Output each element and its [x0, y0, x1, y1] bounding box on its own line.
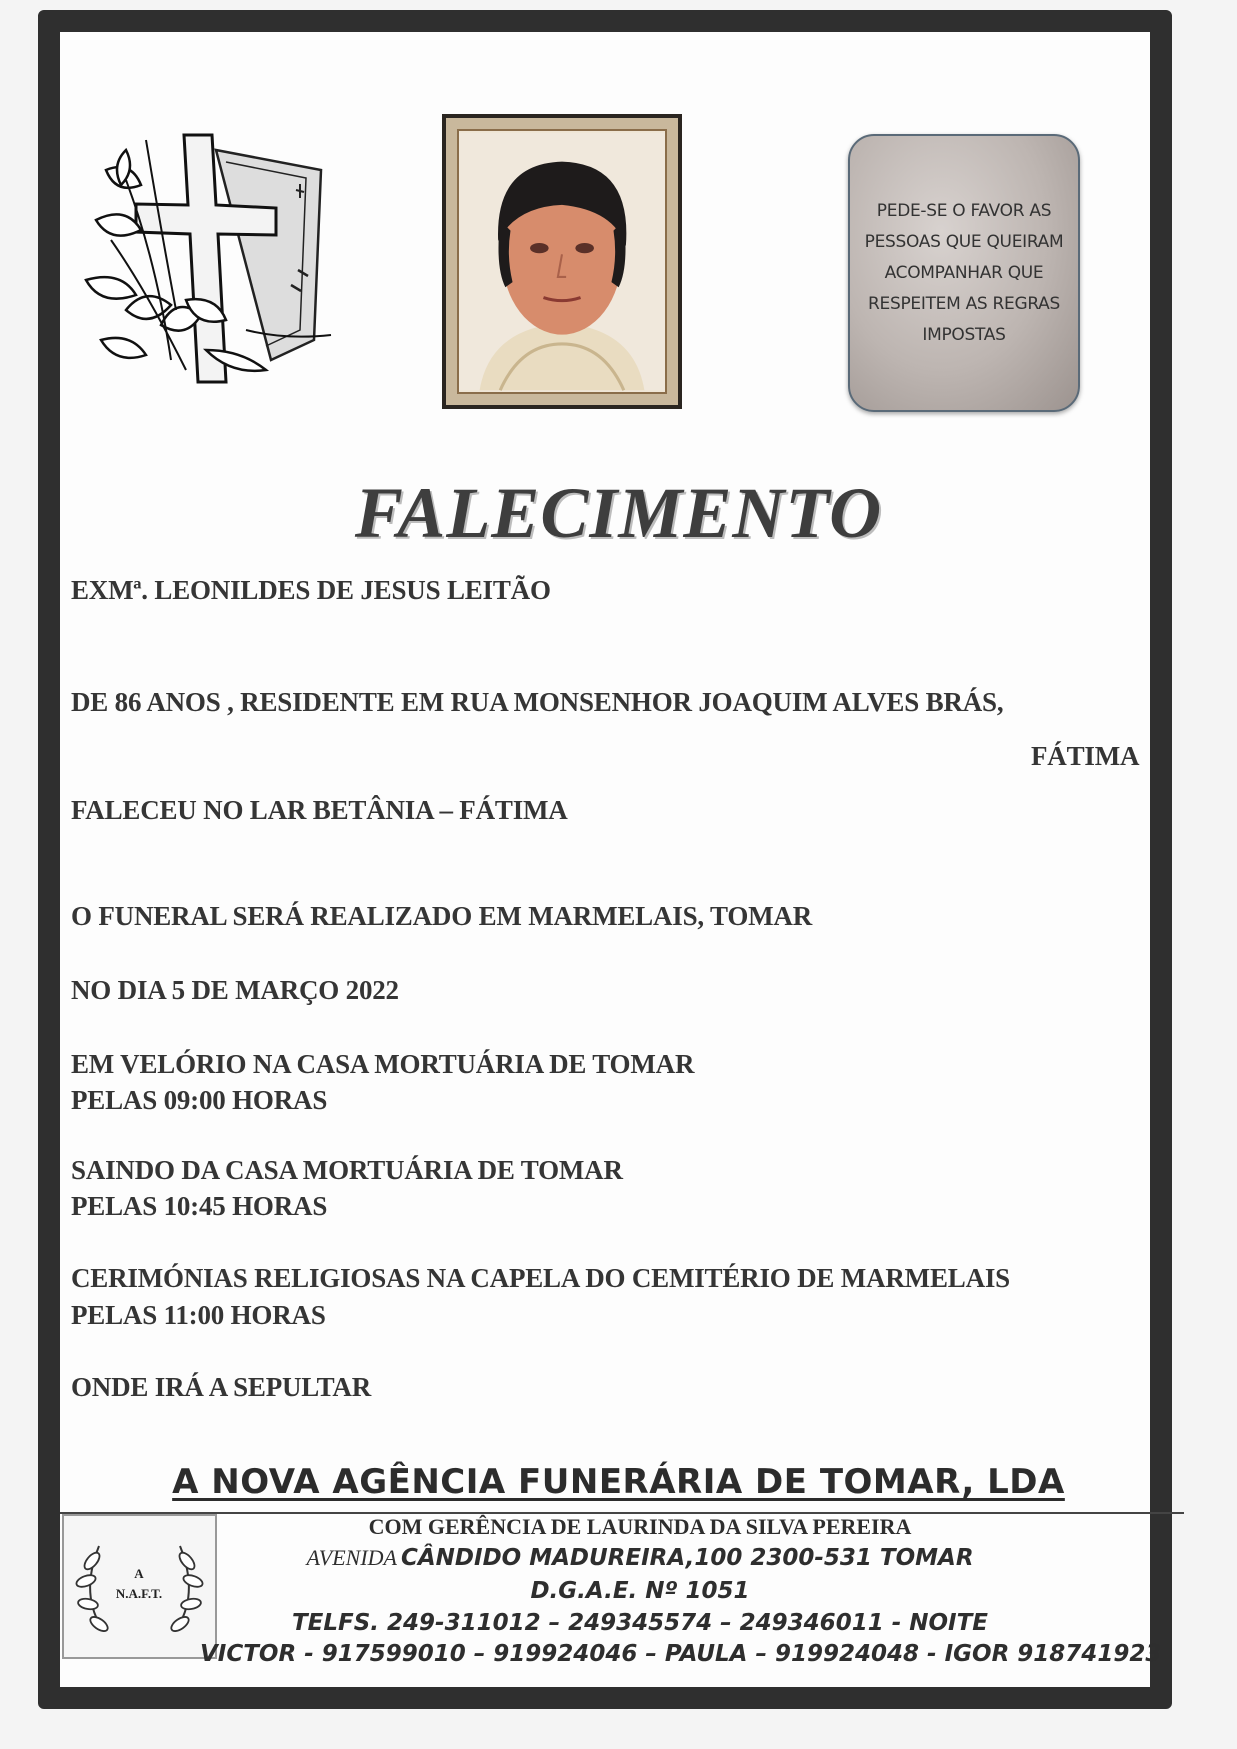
night-contacts-line: VICTOR - 917599010 – 919924046 – PAULA – 919924048 - IGOR 918741923	[200, 1641, 1162, 1667]
address-line	[190, 1545, 1090, 1571]
ceremony-time-line: PELAS 11:00 HORAS	[71, 1300, 326, 1330]
wake-line: EM VELÓRIO NA CASA MORTUÁRIA DE TOMAR	[71, 1049, 695, 1079]
notice-box	[848, 134, 1080, 412]
dgae-line: D.G.A.E. Nº 1051	[530, 1578, 750, 1604]
funeral-place-line: O FUNERAL SERÁ REALIZADO EM MARMELAIS, TOMAR	[71, 901, 813, 931]
notice-text: PEDE-SE O FAVOR AS PESSOAS QUE QUEIRAM ACOMPANHAR QUE RESPEITEM AS REGRAS IMPOSTAS	[864, 200, 1064, 345]
portrait-photo	[442, 114, 682, 409]
departure-time-line: PELAS 10:45 HORAS	[71, 1191, 328, 1221]
page-title: FALECIMENTO	[354, 473, 883, 553]
deceased-name: EXMª. LEONILDES DE JESUS LEITÃO	[71, 575, 551, 605]
seal-letter: A	[134, 1566, 144, 1581]
person-portrait-icon	[459, 131, 665, 392]
cross-lilies-icon	[66, 110, 338, 388]
death-place-line: FALECEU NO LAR BETÂNIA – FÁTIMA	[71, 795, 568, 825]
seal-text: N.A.F.T.	[115, 1586, 163, 1601]
residence-line: DE 86 ANOS , RESIDENTE EM RUA MONSENHOR JOAQUIM ALVES BRÁS,	[71, 687, 1004, 717]
management-line: COM GERÊNCIA DE LAURINDA DA SILVA PEREIRA	[368, 1514, 912, 1539]
residence-city: FÁTIMA	[1031, 741, 1140, 771]
address-prefix: AVENIDA	[306, 1545, 397, 1570]
wake-time-line: PELAS 09:00 HORAS	[71, 1085, 328, 1115]
agency-name: A NOVA AGÊNCIA FUNERÁRIA DE TOMAR, LDA	[172, 1462, 1065, 1502]
funeral-date-line: NO DIA 5 DE MARÇO 2022	[71, 975, 399, 1005]
departure-line: SAINDO DA CASA MORTUÁRIA DE TOMAR	[71, 1155, 623, 1185]
ceremony-line: CERIMÓNIAS RELIGIOSAS NA CAPELA DO CEMITÉRIO DE MARMELAIS	[71, 1263, 1010, 1293]
address-text: CÂNDIDO MADUREIRA,100 2300-531 TOMAR	[400, 1545, 974, 1571]
phones-line: TELFS. 249-311012 – 249345574 – 249346011 - NOITE	[291, 1610, 989, 1636]
burial-line: ONDE IRÁ A SEPULTAR	[71, 1372, 372, 1402]
